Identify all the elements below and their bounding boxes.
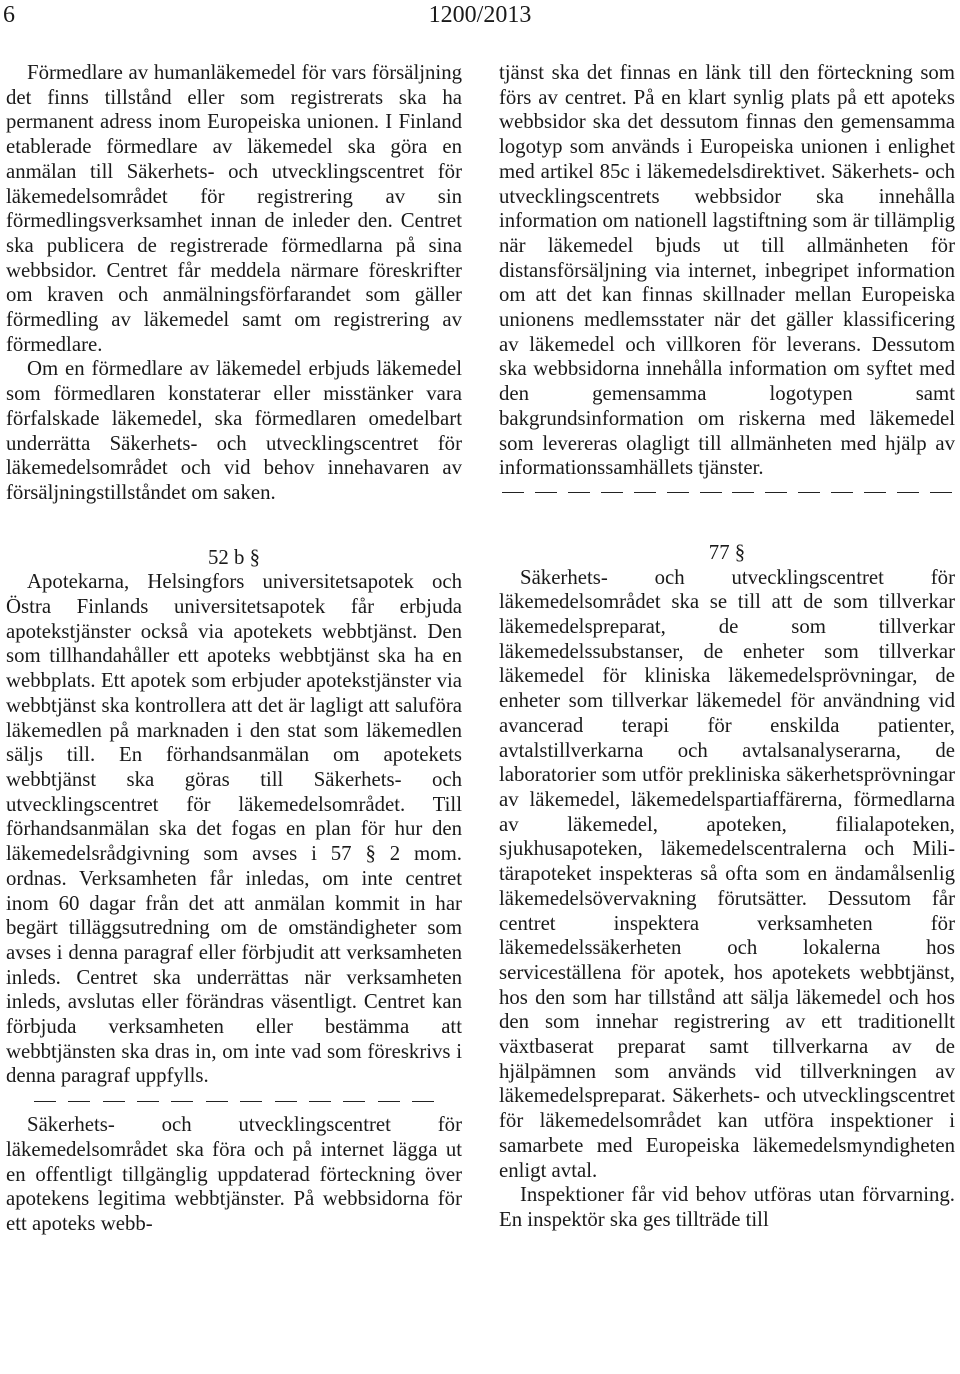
paragraph: Apotekarna, Helsingfors universitetsapotek och Östra Finlands universitetsapotek får erbjuda apotekstjänster också via apotekets webbtjänst. Den som tillhandahåller ett apoteks webbtjänst ska ha en webbplats. Ett apotek som erbjuder apotekstjänster via webbtjänst ska kontrollera att det är lagligt att saluföra läkemedlen på marknaden i den stat som läkemedlen säljs till. En förhandsanmälan om apotekets webbtjänst ska göras till Säkerhets- och utvecklingscentret för läkemedelsområdet. Till förhandsanmälan ska det fogas en plan för hur den läkemedelsrådgivning som avses i 57 § 2 mom. ordnas. Verksamheten får inledas, om inte centret inom 60 dagar från det att anmälan kommit in har begärt tilläggsutredning om de omständigheter som avses i denna paragraf eller förbjudit att verksamheten inleds. Centret ska underrättas när verksamheten inleds, avslutas eller förändras väsentligt. Centret kan förbjuda verksamheten eller bestämma att webbtjänsten ska dras in, om inte vad som föreskrivs i denna paragraf uppfylls. [6,570,462,1088]
separator-dashes [34,1089,434,1113]
left-column [6,61,462,1237]
page-number: 6 [3,2,15,28]
paragraph: Inspektioner får vid behov utföras utan förvarning. En inspektör ska ges tillträde till [499,1183,955,1231]
paragraph: Säkerhets- och utvecklingscentret för läkemedelsområdet ska föra och på internet lägga ut en offentligt tillgänglig uppdaterad förteckning över apotekens legitima webbtjänster. På webbsidorna för ett apoteks webb- [6,1113,462,1235]
page-header [0,0,960,30]
issue-number: 1200/2013 [428,2,532,28]
section-title: 52 b § [208,545,260,569]
paragraph: Förmedlare av humanläkemedel för vars försäljning det finns tillstånd eller som registrerats ska ha permanent adress inom Europeiska unionen. I Finland etablerade förmedlare av läkemedel ska göra en anmälan till Säkerhets- och utvecklingscentret för läkemedelsområdet för registrering av sin förmedlingsverksamhet innan de inleder den. Centret ska publicera de registrerade förmedlarna på sina webbsidor. Centret får meddela närmare föreskrifter om kraven och anmälningsförfarandet som gäller förmedling av läkemedel samt om registrering av förmedlare. [6,61,462,356]
paragraph: tjänst ska det finnas en länk till den förteckning som förs av centret. På en klart synlig plats på ett apoteks webbsidor ska det dessutom finnas den gemensamma logotyp som används i Europeiska unionen i enlighet med artikel 85c i läkemedelsdirektivet. Säkerhets- och utvecklingscentrets webbsidor ska innehålla information om nationell lagstiftning som är tillämplig när läkemedel bjuds ut till allmänheten för distansförsäljning via internet, inbegripet information om att det kan finnas skillnader mellan Europeiska unionens medlemsstater när det gäller klassificering av läkemedel och villkoren för leverans. Dessutom ska webbsidorna innehålla information om syftet med den gemensamma logotypen samt bakgrundsinformation om riskerna med läkemedel som levereras olagligt till allmänheten med hjälp av informationssamhällets tjänster. [499,61,955,480]
section-title: 77 § [708,540,746,564]
right-column [499,61,955,1233]
paragraph: Om en förmedlare av läkemedel erbjuds läkemedel som förmedlaren konstaterar eller misstänker vara förfalskade läkemedel, ska förmedlaren omedelbart underrätta Säkerhets- och utvecklingscentret för läkemedelsområdet och vid behov innehavaren av försäljningstillståndet om saken. [6,357,462,504]
paragraph: Säkerhets- och utvecklingscentret för läkemedelsområdet ska se till att de som tillverkar läkemedelspreparat, de som tillverkar läkemedelssubstanser, de enheter som tillverkar läkemedel för kliniska läkemedelsprövningar, de enheter som tillverkar läkemedel för användning vid avancerad terapi för enskilda patienter, avtalstillverkarna och avtalsanalyserarna, de laboratorier som utför prekliniska säkerhetsprövningar av läkemedel, läkemedelspartiaffärerna, förmedlarna av läkemedel, apoteken, filialapoteken, sjukhusapoteken, läkemedelscentralerna och Mili-tärapoteket inspekteras så ofta som en ändamålsenlig läkemedelsövervakning förutsätter. Dessutom får centret inspektera verksamheten för läkemedelssäkerheten och lokalerna hos serviceställena för apotek, hos apotekets webbtjänst, hos den som har tillstånd att sälja läkemedel och hos den som innehar registrering av ett traditionellt växtbaserat preparat samt tillverkarna av de hjälpämnen som används vid tillverkningen av läkemedelspreparat. Säkerhets- och utvecklingscentret för läkemedelsområdet kan utföra inspektioner i samarbete med Europeiska läkemedelsmyndigheten enligt avtal. [499,565,955,1182]
separator-dashes [502,481,952,505]
